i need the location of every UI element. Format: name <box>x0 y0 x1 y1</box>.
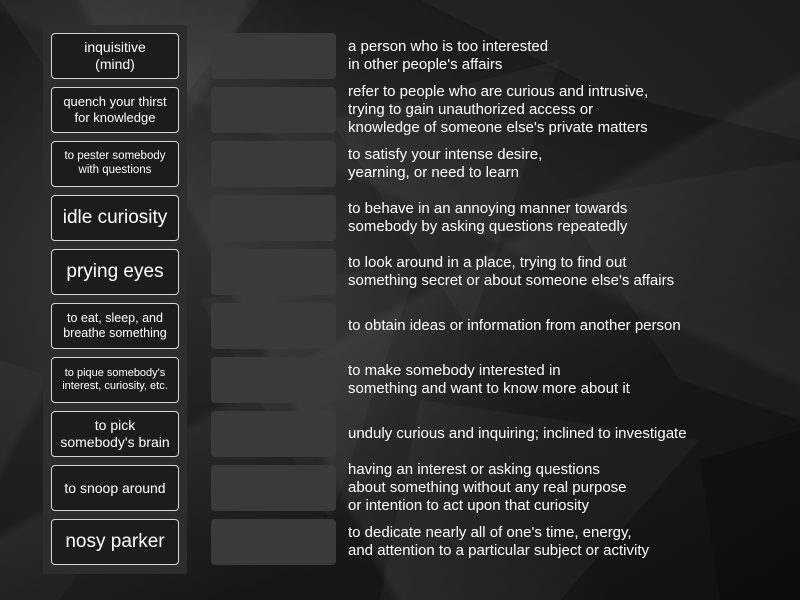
definition-label: a person who is too interested in other people's affairs <box>348 38 549 73</box>
answer-tile[interactable] <box>51 357 179 403</box>
definition-label: to make somebody interested in something and want to know more about it <box>348 362 630 397</box>
drop-slot[interactable] <box>211 195 336 241</box>
answer-tile[interactable] <box>51 411 179 457</box>
definition-text <box>348 249 788 295</box>
drop-slot[interactable] <box>211 411 336 457</box>
definition-text <box>348 83 788 136</box>
definition-label: to look around in a place, trying to find out something secret or about someone else's affairs <box>348 254 675 289</box>
answer-tile-label: to pester somebody with questions <box>64 150 166 176</box>
drop-slot[interactable] <box>211 303 336 349</box>
definition-text <box>348 33 788 79</box>
definition-text <box>348 195 788 241</box>
definition-label: to behave in an annoying manner towards somebody by asking questions repeatedly <box>348 200 628 235</box>
answer-tile-label: inquisitive (mind) <box>84 39 146 72</box>
definition-text <box>348 303 788 349</box>
definition-label: having an interest or asking questions about something without any real purpose or intention to act upon that curiosity <box>348 461 627 514</box>
answer-tile-label: idle curiosity <box>62 206 168 228</box>
definition-label: unduly curious and inquiring; inclined to investigate <box>348 425 687 442</box>
drop-slot[interactable] <box>211 519 336 565</box>
definition-label: to satisfy your intense desire, yearning, or need to learn <box>348 146 543 181</box>
drop-slot[interactable] <box>211 141 336 187</box>
answer-tile-label: nosy parker <box>65 530 165 552</box>
drop-slot[interactable] <box>211 357 336 403</box>
definition-label: to obtain ideas or information from another person <box>348 317 681 334</box>
drop-slot[interactable] <box>211 33 336 79</box>
answer-tile-label: to snoop around <box>64 479 166 496</box>
answer-tile[interactable] <box>51 519 179 565</box>
definition-label: refer to people who are curious and intrusive, trying to gain unauthorized access or knowledge of someone else's private matters <box>348 83 649 136</box>
answer-tile-label: to eat, sleep, and breathe something <box>63 311 167 340</box>
drop-slot[interactable] <box>211 87 336 133</box>
definition-label: to dedicate nearly all of one's time, energy, and attention to a particular subject or activity <box>348 524 649 559</box>
definition-text <box>348 141 788 187</box>
drop-slot[interactable] <box>211 465 336 511</box>
definition-text <box>348 519 788 565</box>
answer-tile[interactable] <box>51 33 179 79</box>
answer-tile[interactable] <box>51 87 179 133</box>
answer-tile[interactable] <box>51 303 179 349</box>
answer-tile-label: to pique somebody's interest, curiosity, etc. <box>62 366 168 392</box>
answer-tile[interactable] <box>51 195 179 241</box>
answer-tile[interactable] <box>51 249 179 295</box>
definition-text <box>348 411 788 457</box>
answer-tile-label: to pick somebody's brain <box>60 417 170 450</box>
answer-tile[interactable] <box>51 141 179 187</box>
definition-text <box>348 357 788 403</box>
drop-slot[interactable] <box>211 249 336 295</box>
definition-text <box>348 461 788 514</box>
answer-tile-label: prying eyes <box>66 260 164 282</box>
answer-tile[interactable] <box>51 465 179 511</box>
answer-tile-label: quench your thirst for knowledge <box>63 94 167 125</box>
